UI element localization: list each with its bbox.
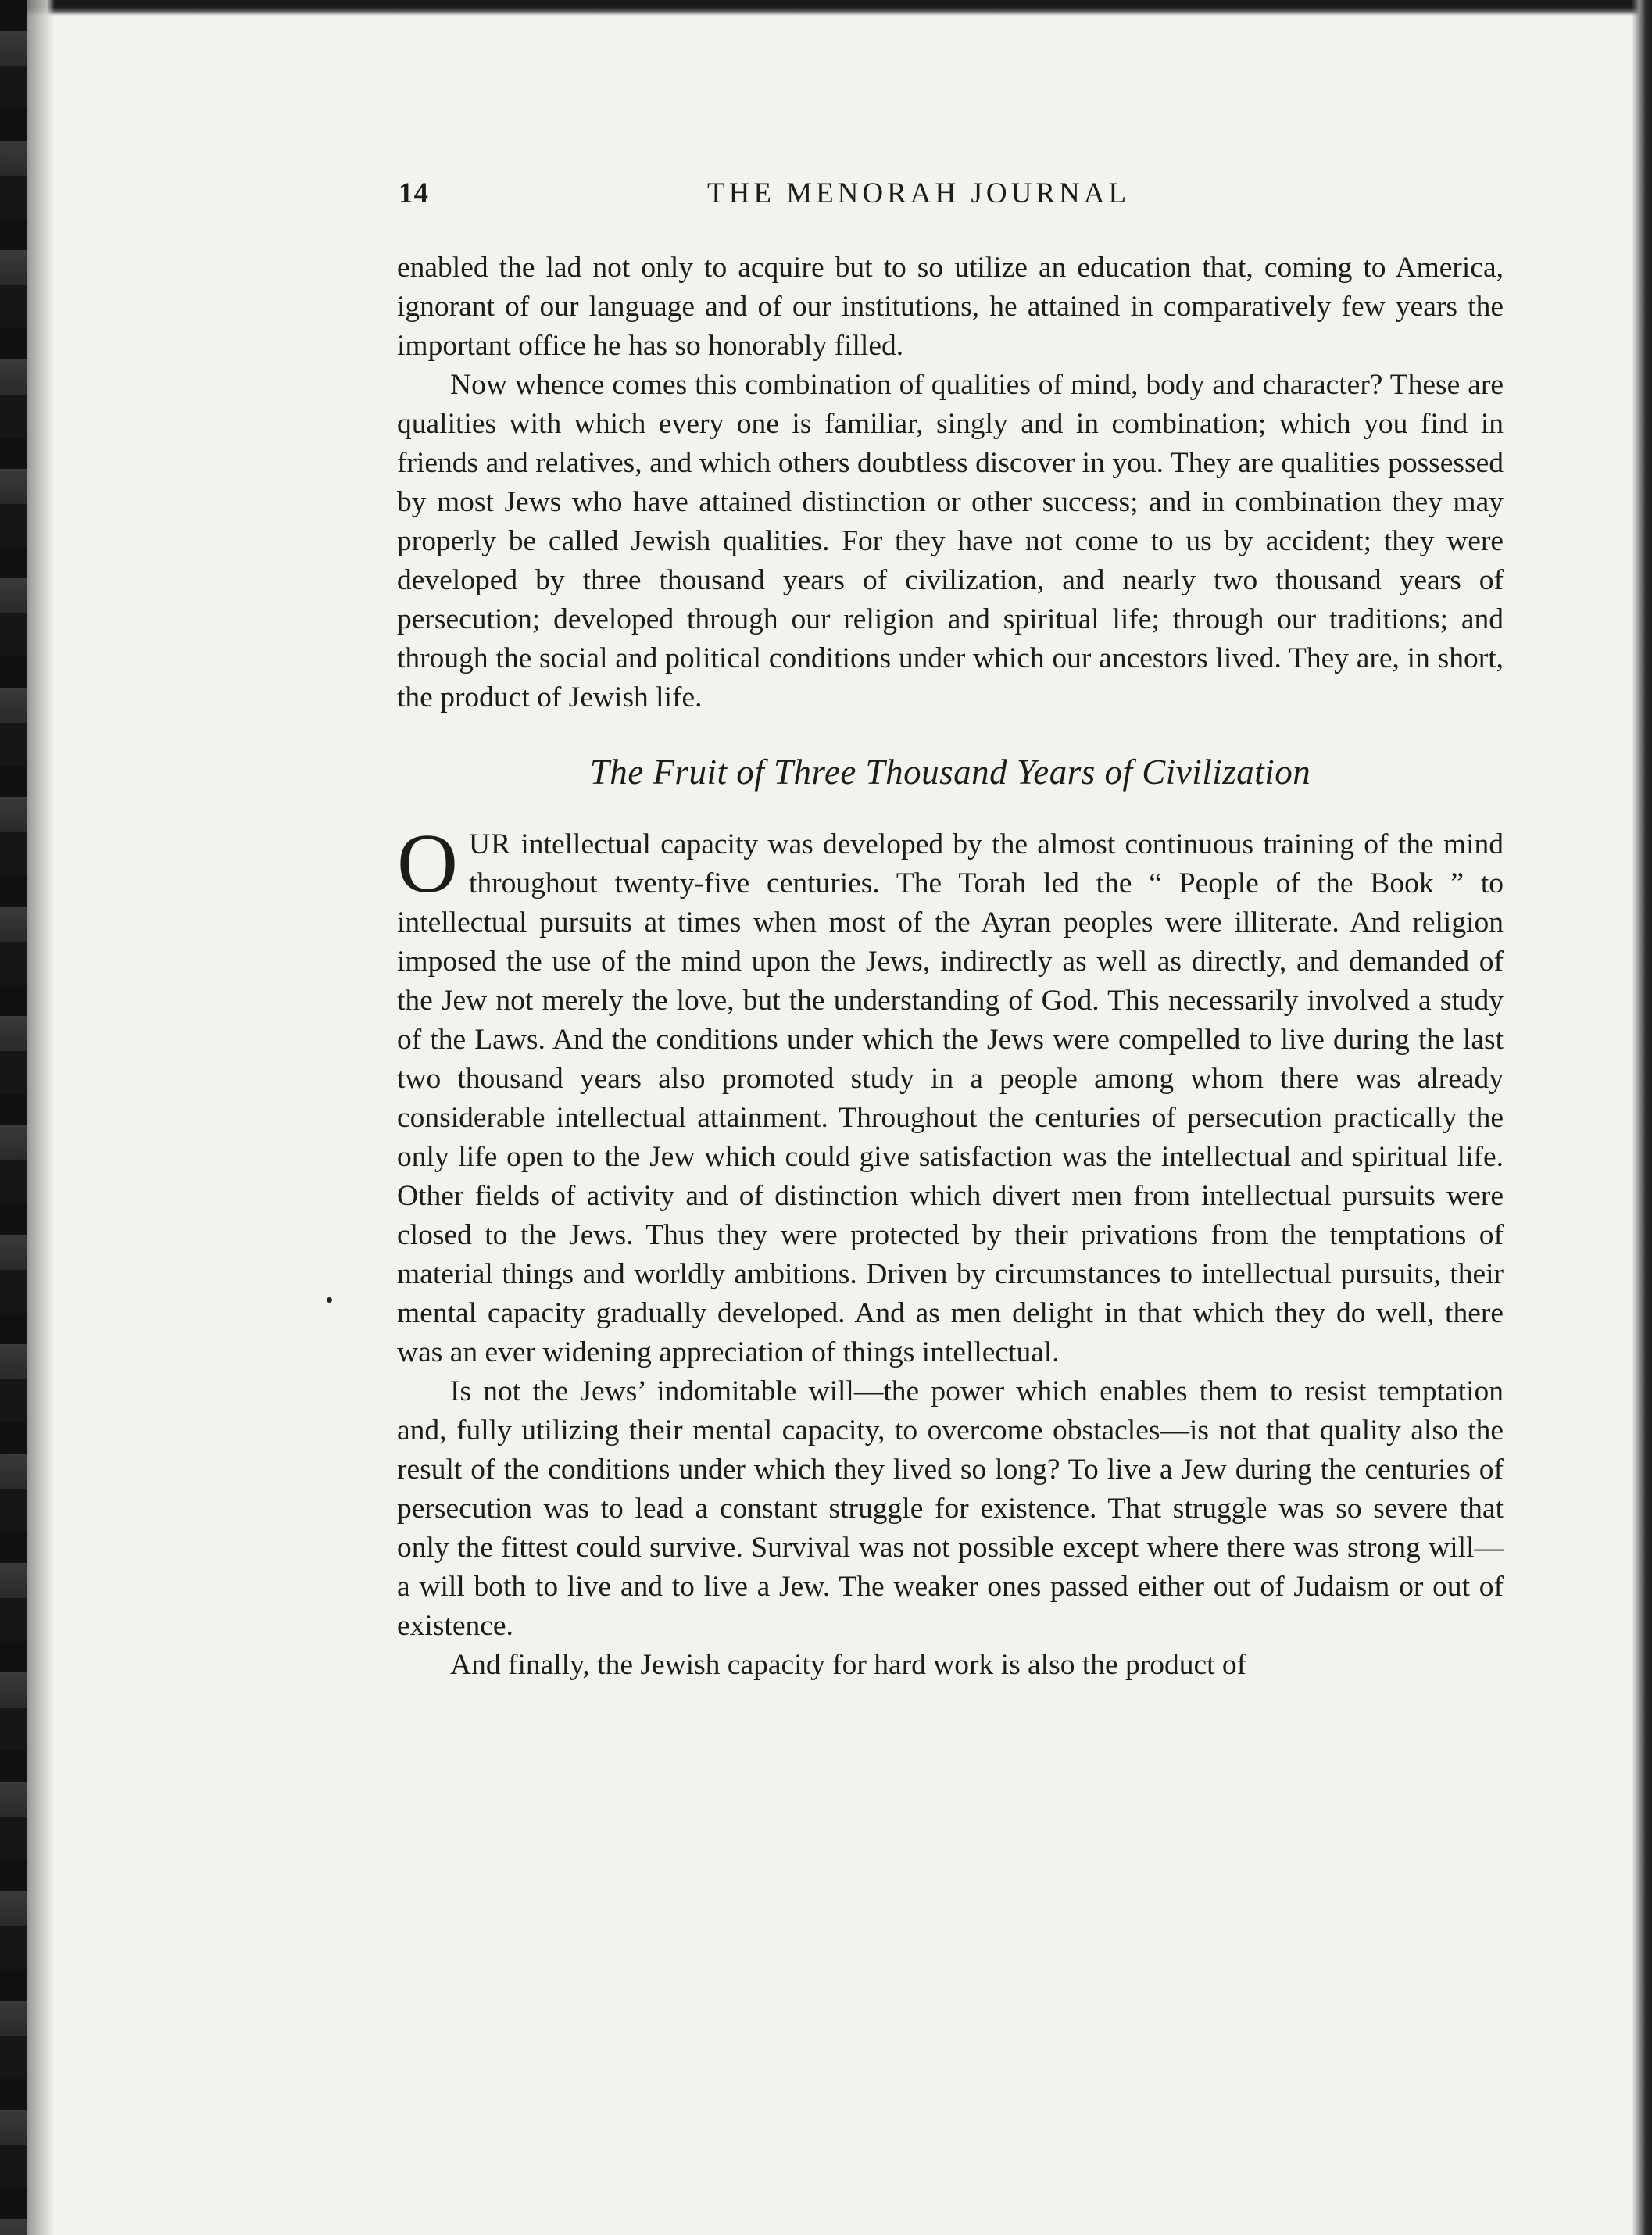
page-number: 14: [399, 177, 429, 209]
drop-cap: O: [397, 817, 458, 910]
paragraph-indomitable-will: Is not the Jews’ indomitable will—the power which enables them to resist temptation and, fully utilizing their mental capacity, to overcome obstacles—is not that quality also the result of the conditions under which they lived so long? To live a Jew during the centuries of persecution was to lead a constant struggle for existence. That struggle was so severe that only the fittest could survive. Survival was not possible except where there was strong will—a will both to live and to live a Jew. The weaker ones passed either out of Judaism or out of existence.: [397, 1375, 1504, 1642]
paragraph-text: intellectual capacity was developed by the almost continuous training of the mind throughout twenty-five centuries. The Torah led the “ People of the Book ” to intellectual pursuits at times when most of the Ayran peoples were illiterate. And religion imposed the use of the mind upon the Jews, indirectly as well as directly, and demanded of the Jew not merely the love, but the understanding of God. This necessarily involved a study of the Laws. And the conditions under which the Jews were compelled to live during the last two thousand years also promoted study in a people among whom there was already considerable intellectual attainment. Throughout the centuries of persecution practically the only life open to the Jew which could give satisfaction was the intellectual and spiritual life. Other fields of activity and of distinction which divert men from intellectual pursuits were closed to the Jews. Thus they were protected by their privations from the temptations of material things and worldly ambitions. Driven by circumstances to intellectual pursuits, their mental capacity gradually developed. And as men delight in that which they do well, there was an ever widening appreciation of things intellectual.: [397, 828, 1504, 1368]
running-head: [399, 177, 1461, 224]
body-text: [397, 249, 1504, 1685]
section-heading: The Fruit of Three Thousand Years of Civilization: [589, 753, 1311, 792]
scan-speck: [327, 1297, 332, 1303]
page-top-border: [0, 0, 1652, 16]
scan-right-edge-shadow: [1632, 0, 1652, 2235]
scan-left-binding: [0, 0, 27, 2235]
journal-title: THE MENORAH JOURNAL: [707, 177, 1131, 209]
paragraph-hard-work: And finally, the Jewish capacity for hard work is also the product of: [450, 1649, 1247, 1681]
paragraph-intellectual-capacity: [397, 817, 1504, 1372]
lead-in-caps: UR: [469, 828, 512, 860]
paragraph-qualities: Now whence comes this combination of qualities of mind, body and character? These are qualities with which every one is familiar, singly and in combination; which you find in friends and relatives, and which others doubtless discover in you. They are qualities possessed by most Jews who have attained distinction or other success; and in combination they may properly be called Jewish qualities. For they have not come to us by accident; they were developed by three thousand years of civilization, and nearly two thousand years of persecution; developed through our religion and spiritual life; through our traditions; and through the social and political conditions under which our ancestors lived. They are, in short, the product of Jewish life.: [397, 369, 1504, 713]
paragraph-continuation: enabled the lad not only to acquire but to so utilize an education that, coming to America, ignorant of our language and of our institutions, he attained in comparatively few years the important office he has so honorably filled.: [397, 252, 1504, 362]
